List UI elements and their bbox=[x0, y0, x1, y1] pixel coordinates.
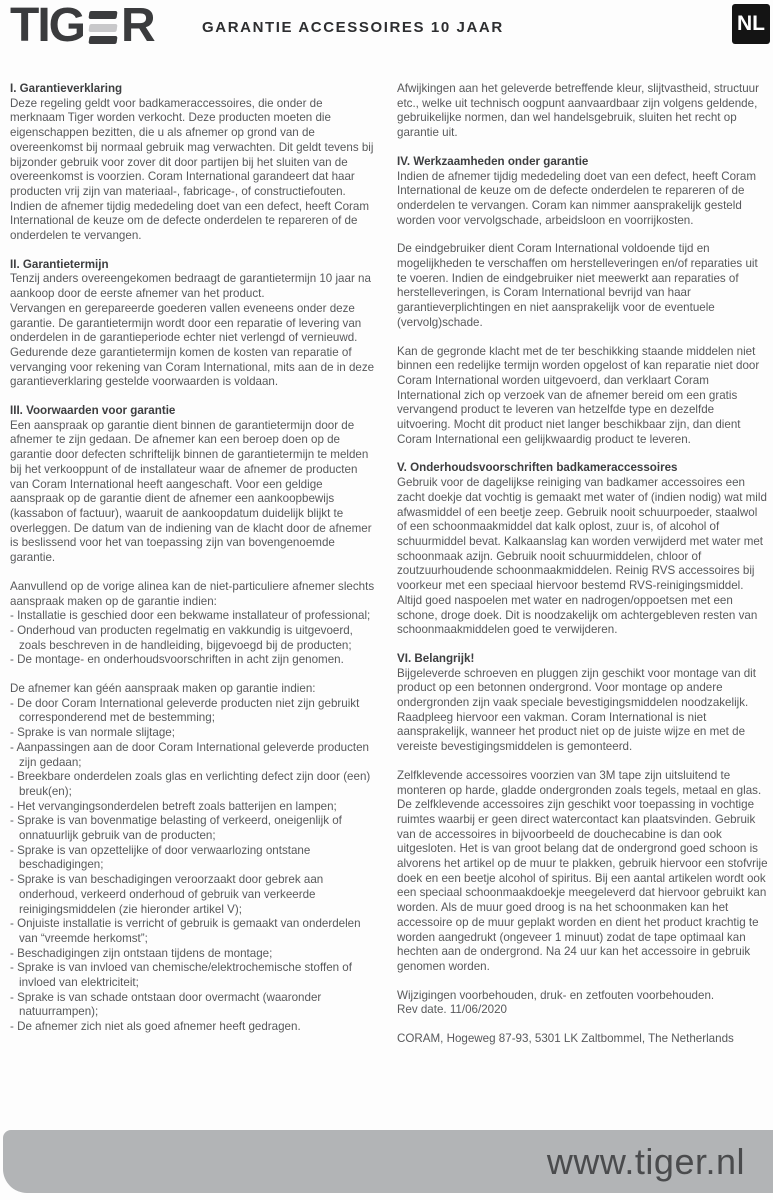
section-heading: III. Voorwaarden voor garantie bbox=[10, 404, 176, 418]
section-werkzaamheden bbox=[397, 155, 768, 229]
paragraph: Zelfklevende accessoires voorzien van 3M tape zijn uitsluitend te monteren op harde, gladde ondergronden zoals tegels, metaal en glas. De zelfklevende accessoires zijn geschikt voor toepassing in vochtige ruimtes waarbij er geen direct watercontact kan plaatsvinden. Gebruik van de accessoires in bijvoorbeeld de douchecabine is dan ook uitgesloten. Het is van groot belang dat de ondergrond goed schoon is alvorens het artikel op de muur te plakken, gebruik hiervoor een stofvrije doek en een beetje alcohol of spiritus. Bij een aantal artikelen wordt ook een speciaal schoonmaakdoekje meegeleverd dat hiervoor gebruikt kan worden. Als de muur goed droog is na het schoonmaken kan het accessoire op de muur geplakt worden en dient het product krachtig te worden aangedrukt (ongeveer 1 minuut) zodat de tape optimaal kan hechten aan de ondergrond. Na 24 uur kan het accessoire in gebruik genomen worden. bbox=[397, 768, 768, 973]
revision-date: Rev date. 11/06/2020 bbox=[397, 1003, 508, 1017]
logo-e-bar-bottom bbox=[88, 36, 117, 44]
section-heading: I. Garantieverklaring bbox=[10, 82, 123, 95]
list-item: - Installatie is geschied door een bekwame installateur of professional; bbox=[10, 609, 371, 623]
list-item: - Sprake is van schade ontstaan door overmacht (waaronder natuurrampen); bbox=[10, 990, 322, 1019]
paragraph: Kan de gegronde klacht met de ter beschikking staande middelen niet binnen een redelijke termijn worden opgelost of kan reparatie niet door Coram International worden uitgevoerd, dan verklaart Coram International zich op verzoek van de afnemer bereid om een gratis vervangend product te leveren van hetzelfde type en dezelfde uitvoering. Mocht dit product niet langer beschikbaar zijn, dan dient Coram International een gelijkwaardig product te leveren. bbox=[397, 344, 760, 446]
section-belangrijk-p2 bbox=[397, 769, 768, 975]
conditions-list-1 bbox=[10, 609, 379, 668]
paragraph: Deze regeling geldt voor badkameraccessoires, die onder de merknaam Tiger worden verkocht. Deze producten moeten die eigenschappen bezitten, die u als afnemer op grond van de overeenkomst bij normaal gebruik mag verwachten. Dit geldt tevens bij bijzonder gebruik voor zover dit door partijen bij het sluiten van de overeenkomst is voorzien. Coram International garandeert dat haar producten vrij zijn van materiaal-, fabricage-, of constructiefouten. Indien de afnemer tijdig mededeling doet van een defect, heeft Coram International de keuze om de defecte onderdelen te repareren of de onderdelen te vervangen. bbox=[10, 96, 374, 243]
section-werkzaamheden-p3 bbox=[397, 345, 768, 448]
logo-e-bar-top bbox=[88, 11, 117, 19]
left-column bbox=[10, 82, 379, 1049]
tiger-logo-text-tig: TIG bbox=[10, 0, 84, 52]
company-address: CORAM, Hogeweg 87-93, 5301 LK Zaltbommel, The Netherlands bbox=[397, 1032, 734, 1046]
paragraph: De eindgebruiker dient Coram International voldoende tijd en mogelijkheden te verschaffen om herstelleveringen en/of reparaties uit te voeren. Indien de eindgebruiker niet meewerkt aan reparaties of herstelleveringen, is Coram International bevrijd van haar garantieverplichtingen en niet aansprakelijk voor de eventuele (vervolg)schade. bbox=[397, 242, 758, 329]
tiger-logo-e-bars-icon bbox=[89, 11, 117, 44]
list-item: - Beschadigingen zijn ontstaan tijdens de montage; bbox=[10, 946, 273, 960]
list-item: - Sprake is van invloed van chemische/elektrochemische stoffen of invloed van elektriciteit; bbox=[10, 961, 352, 990]
list-item: - De montage- en onderhoudsvoorschriften in acht zijn genomen. bbox=[10, 653, 344, 667]
paragraph: Een aanspraak op garantie dient binnen de garantietermijn door de afnemer te zijn gedaan. De afnemer kan een beroep doen op de garantie door defecten schriftelijk binnen de garantietermijn te melden bij het verkooppunt of de installateur waar de afnemer de producten van Coram International heeft aangeschaft. Voor een geldige aanspraak op de garantie dient de afnemer een aankoopbewijs (kassabon of factuur), waaruit de aankoopdatum duidelijk blijkt te overleggen. De datum van de indiening van de klacht door de afnemer is beslissend voor het van toepassing zijn van bovengenoemde garantie. bbox=[10, 418, 372, 565]
paragraph: Vervangen en gerepareerde goederen vallen eveneens onder deze garantie. De garantietermijn wordt door een reparatie of levering van onderdelen in de garantieperiode echter niet verlengd of vernieuwd. bbox=[10, 301, 362, 345]
list-item: - De afnemer zich niet als goed afnemer heeft gedragen. bbox=[10, 1020, 301, 1034]
list-item: - Sprake is van bovenmatige belasting of verkeerd, oneigenlijk of onnatuurlijk gebruik van de producten; bbox=[10, 814, 342, 843]
section-garantieverklaring bbox=[10, 82, 379, 244]
address-block bbox=[397, 1032, 768, 1047]
list-item: - Sprake is van normale slijtage; bbox=[10, 726, 175, 740]
list-item: - Sprake is van beschadigingen veroorzaakt door gebrek aan onderhoud, verkeerd onderhoud of gebruik van verkeerde reinigingsmiddelen (zie hieronder artikel V); bbox=[10, 873, 324, 916]
language-badge: NL bbox=[732, 4, 770, 44]
conditions-list-intro-2 bbox=[10, 682, 379, 1035]
disclaimer-text: Wijzigingen voorbehouden, druk- en zetfouten voorbehouden. bbox=[397, 988, 715, 1002]
section-belangrijk bbox=[397, 652, 768, 755]
section-garantietermijn bbox=[10, 258, 379, 390]
conditions-list-intro-1 bbox=[10, 580, 379, 668]
website-url: www.tiger.nl bbox=[546, 1140, 745, 1182]
right-column bbox=[397, 82, 768, 1061]
list-item: - Sprake is van opzettelijke of door verwaarlozing ontstane beschadigingen; bbox=[10, 843, 311, 872]
paragraph: De afnemer kan géén aanspraak maken op garantie indien: bbox=[10, 682, 316, 696]
list-item: - Onjuiste installatie is verricht of gebruik is gemaakt van onderdelen van “vreemde herkomst”; bbox=[10, 917, 361, 945]
tiger-logo bbox=[10, 0, 154, 52]
disclaimer-block bbox=[397, 989, 768, 1018]
paragraph: Aanvullend op de vorige alinea kan de niet-particuliere afnemer slechts aanspraak maken op de garantie indien: bbox=[10, 579, 375, 608]
list-item: - Het vervangingsonderdelen betreft zoals batterijen en lampen; bbox=[10, 799, 337, 813]
paragraph: Afwijkingen aan het geleverde betreffende kleur, slijtvastheid, structuur etc., welke uit technisch oogpunt aanvaardbaar zijn volgens geldende, gebruikelijke normen, dan wel handelsgebruik, sluiten het recht op garantie uit. bbox=[397, 82, 759, 140]
list-item: - De door Coram International geleverde producten niet zijn gebruikt corresponderend met de bestemming; bbox=[10, 696, 360, 725]
footer-bar bbox=[3, 1130, 773, 1193]
list-item: - Aanpassingen aan de door Coram International geleverde producten zijn gedaan; bbox=[10, 740, 370, 769]
paragraph: Bijgeleverde schroeven en pluggen zijn geschikt voor montage van dit product op een betonnen ondergrond. Voor montage op andere ondergronden zijn vaak speciale bevestigingsmiddelen noodzakelijk. Raadpleeg hiervoor een vakman. Coram International is niet aansprakelijk, wanneer het product niet op de juiste wijze en met de vereiste bevestigingsmiddelen is gemonteerd. bbox=[397, 666, 756, 754]
section-heading: VI. Belangrijk! bbox=[397, 651, 475, 665]
paragraph: Gebruik voor de dagelijkse reiniging van badkamer accessoires een zacht doekje dat vochtig is gemaakt met water of (indien nodig) wat mild afwasmiddel of een beetje zeep. Gebruik nooit schuurpoeder, staalwol of een schoonmaakmiddel dat kalk oplost, zuur is, of alcohol of schuurmiddel bevat. Kalkaanslag kan worden verwijderd met water met schoonmaak azijn. Gebruik nooit schuurmiddelen, chloor of zoutzuurhoudende schoonmaakmiddelen. Reinig RVS accessoires bij voorkeur met een speciaal hiervoor bestemd RVS-reinigingsmiddel. Altijd goed naspoelen met water en nadrogen/oppoetsen met een schone, droge doek. Dit is noodzakelijk om achtergebleven resten van schoonmaakmiddelen goed te verwijderen. bbox=[397, 476, 767, 637]
section-werkzaamheden-p2 bbox=[397, 242, 768, 330]
section-heading: IV. Werkzaamheden onder garantie bbox=[397, 154, 589, 168]
section-heading: II. Garantietermijn bbox=[10, 257, 109, 271]
page-title: GARANTIE ACCESSOIRES 10 JAAR bbox=[202, 19, 504, 36]
logo-e-bar-middle bbox=[88, 24, 117, 32]
paragraph: Indien de afnemer tijdig mededeling doet van een defect, heeft Coram International de keuze om de defecte onderdelen te repareren of de onderdelen te vervangen. Coram kan nimmer aansprakelijk gesteld worden voor vervolgschade, arbeidsloon en voorrijkosten. bbox=[397, 169, 756, 227]
section-heading: V. Onderhoudsvoorschriften badkameraccessoires bbox=[397, 461, 678, 475]
continuation-paragraph bbox=[397, 82, 768, 141]
list-item: - Onderhoud van producten regelmatig en vakkundig is uitgevoerd, zoals beschreven in de handleiding, bijgevoegd bij de producten; bbox=[10, 623, 353, 652]
section-voorwaarden bbox=[10, 404, 379, 566]
tiger-logo-text-r: R bbox=[121, 0, 154, 52]
section-onderhoudsvoorschriften bbox=[397, 461, 768, 637]
paragraph: Gedurende deze garantietermijn komen de kosten van reparatie of vervanging voor rekening van Coram International, mits aan de in deze garantieverklaring gestelde voorwaarden is voldaan. bbox=[10, 345, 375, 389]
conditions-list-2 bbox=[10, 697, 379, 1035]
paragraph: Tenzij anders overeengekomen bedraagt de garantietermijn 10 jaar na aankoop door de eerste afnemer van het product. bbox=[10, 272, 371, 301]
list-item: - Breekbare onderdelen zoals glas en verlichting defect zijn door (een) breuk(en); bbox=[10, 770, 371, 798]
